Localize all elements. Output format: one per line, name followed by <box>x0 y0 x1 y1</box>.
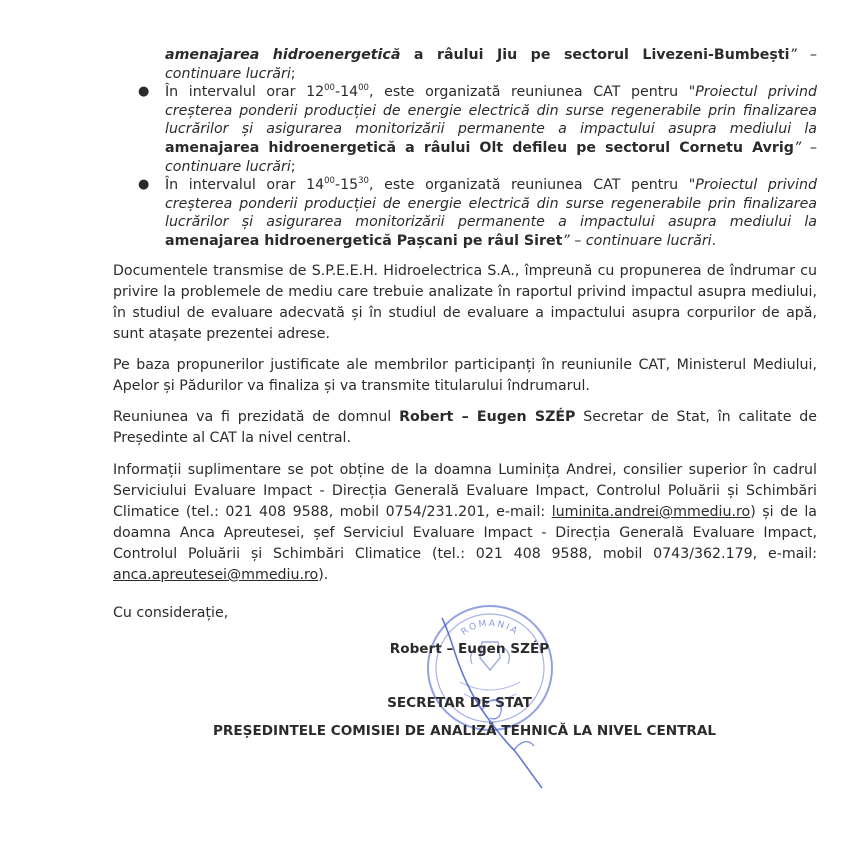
stamp-text: ROMANIA <box>459 618 521 638</box>
signatory-role: PREȘEDINTELE COMISIEI DE ANALIZĂ TEHNICĂ LA NIVEL CENTRAL <box>212 723 717 739</box>
signatory-name: Robert – Eugen SZÉP <box>389 641 550 657</box>
closing-salutation: Cu considerație, <box>113 605 229 621</box>
signatory-title: SECRETAR DE STAT <box>387 695 532 711</box>
email-link-anca[interactable]: anca.apreutesei@mmediu.ro <box>113 567 319 583</box>
handwritten-signature-icon <box>430 600 570 800</box>
list-item: amenajarea hidroenergetică a râului Jiu pe sectorul Livezeni-Bumbești” – continuare lucrări; <box>165 47 817 82</box>
paragraph-chair: Reuniunea va fi prezidată de domnul Robert – Eugen SZÉP Secretar de Stat, în calitate de Președinte al CAT la nivel central. <box>113 409 817 446</box>
bullet-icon: ● <box>138 84 150 100</box>
list-item: ● În intervalul orar $12^{00}-14^{00}$, este organizată reuniunea CAT pentru "Proiectul privind creșterea ponderii producției de energie electrică din surse regenerabile prin finalizarea lucrărilor și asigurarea monitorizării permanente a impactului asupra mediului la amenajarea hidroenergetică a râului Olt defileu pe sectorul Cornetu Avrig” – continuare lucrări; <box>138 83 817 175</box>
paragraph-documents: Documentele transmise de S.P.E.E.H. Hidroelectrica S.A., împreună cu propunerea de îndrumar cu privire la problemele de mediu care trebuie analizate în raportul privind impactul asupra mediului, în studiul de evaluare adecvată și în studiul de evaluare a impactului asupra corpurilor de apă, sunt atașate prezentei adrese. <box>113 263 817 342</box>
meeting-schedule-list <box>138 46 817 251</box>
list-item: ● În intervalul orar $14^{00}-15^{30}$, este organizată reuniunea CAT pentru "Proiectul privind creșterea ponderii producției de energie electrică din surse regenerabile prin finalizarea lucrărilor și asigurarea monitorizării permanente a impactului asupra mediului la amenajarea hidroenergetică Pașcani pe râul Siret” – continuare lucrări. <box>138 176 817 249</box>
paragraph-proposals: Pe baza propunerilor justificate ale membrilor participanți în reuniunile CAT, Ministerul Mediului, Apelor și Pădurilor va finaliza și va transmite titularului îndrumarul. <box>113 357 817 394</box>
paragraph-contact-info: Informații suplimentare se pot obține de la doamna Luminița Andrei, consilier superior în cadrul Serviciului Evaluare Impact - Direcția Generală Evaluare Impact, Controlul Poluării și Schimbări Climatice (tel.: 021 408 9588, mobil 0754/231.201, e-mail: luminita.andrei@mmediu.ro) și de la doamna Anca Apreutesei, șef Serviciul Evaluare Impact - Direcția Generală Evaluare Impact, Controlul Poluării și Schimbări Climatice (tel.: 021 408 9588, mobil 0743/362.179, e-mail: anca.apreutesei@mmediu.ro). <box>113 462 817 583</box>
email-link-luminita[interactable]: luminita.andrei@mmediu.ro <box>551 504 751 520</box>
bullet-icon: ● <box>138 177 150 193</box>
